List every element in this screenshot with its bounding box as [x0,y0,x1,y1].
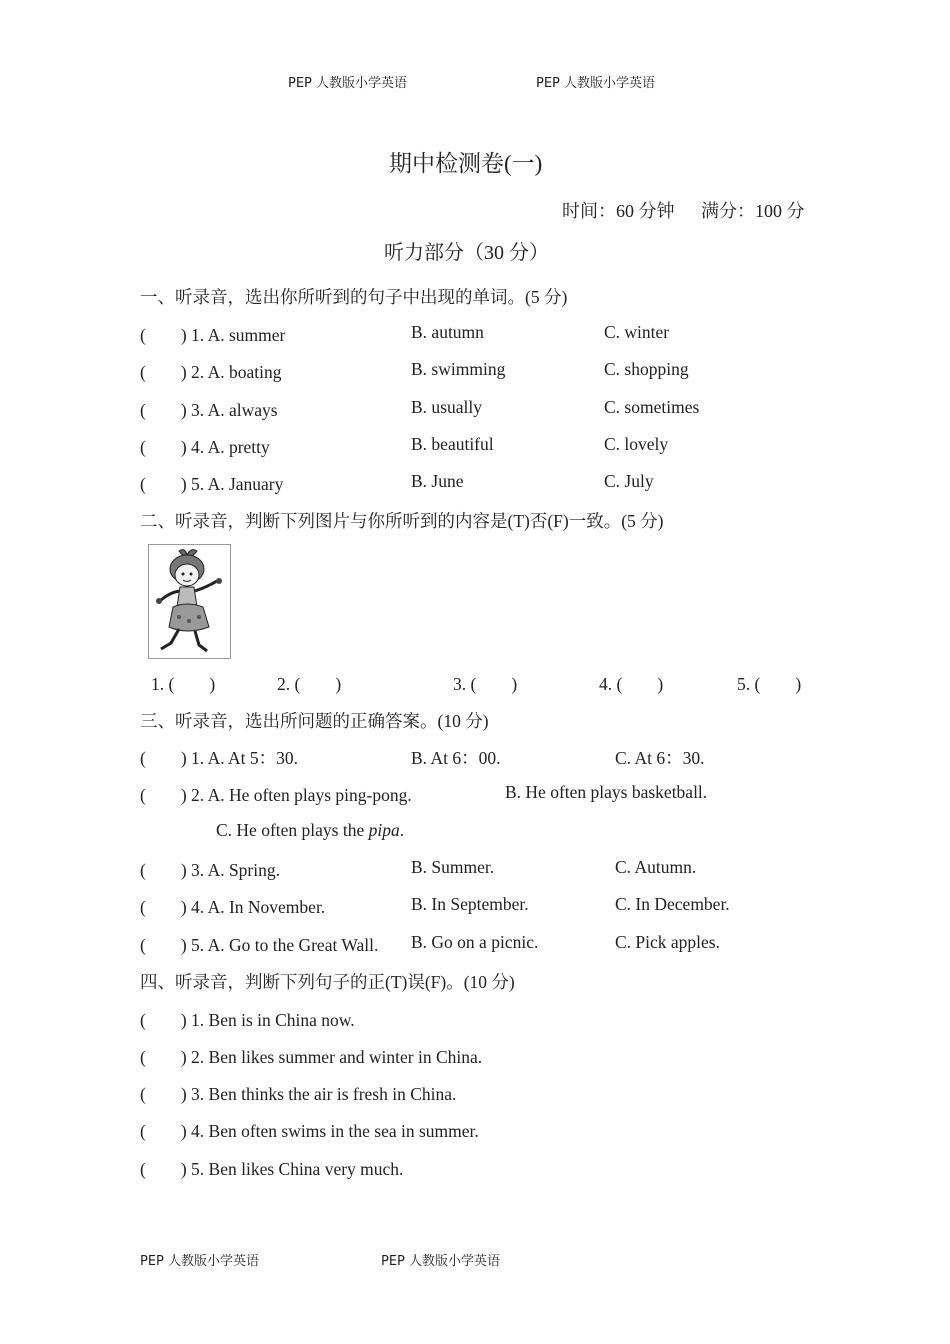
time-info: 时间：60 分钟 [562,201,675,221]
p1-q4-c: C. lovely [604,434,669,454]
p3-q1-c: C. At 6：30. [615,748,705,768]
part1-heading: 一、听录音，选出你所听到的句子中出现的单词。(5 分) [140,287,568,307]
p1-q1: ( ) 1. A. summer [140,325,286,345]
p3-q2-c-prefix: C. He often plays the [216,820,369,840]
section-title: 听力部分（30 分） [384,242,549,264]
p4-q5: ( ) 5. Ben likes China very much. [140,1159,404,1179]
p4-q1: ( ) 1. Ben is in China now. [140,1010,355,1030]
p3-q4: ( ) 4. A. In November. [140,897,326,917]
p3-q3-b: B. Summer. [411,857,495,877]
part3-heading: 三、听录音，选出所问题的正确答案。(10 分) [140,711,489,731]
p1-q5-c: C. July [604,471,654,491]
p3-q4-c: C. In December. [615,894,730,914]
p1-q5: ( ) 5. A. January [140,474,284,494]
p2-answer-2: 2. ( ) [277,674,342,694]
p1-q3-b: B. usually [411,397,482,417]
p1-q2: ( ) 2. A. boating [140,362,282,382]
p3-q4-b: B. In September. [411,894,529,914]
p2-answer-4: 4. ( ) [599,674,664,694]
dancing-girl-illustration [148,544,231,659]
header-right: PEP 人教版小学英语 [536,76,656,91]
p1-q1-b: B. autumn [411,322,484,342]
header-left: PEP 人教版小学英语 [288,76,408,91]
part4-heading: 四、听录音，判断下列句子的正(T)误(F)。(10 分) [140,972,515,992]
p3-q2: ( ) 2. A. He often plays ping-pong. [140,785,412,805]
dancing-girl-icon [149,545,230,658]
p2-answer-1: 1. ( ) [151,674,216,694]
p4-q4: ( ) 4. Ben often swims in the sea in summer. [140,1121,479,1141]
p4-q3: ( ) 3. Ben thinks the air is fresh in China. [140,1084,457,1104]
p1-q4: ( ) 4. A. pretty [140,437,270,457]
footer-right: PEP 人教版小学英语 [381,1254,501,1269]
footer-left: PEP 人教版小学英语 [140,1254,260,1269]
p3-q2-c-suffix: . [399,820,405,840]
p3-q1-b: B. At 6：00. [411,748,501,768]
p2-answer-5: 5. ( ) [737,674,802,694]
p3-q5-b: B. Go on a picnic. [411,932,539,952]
p3-q2-c-italic: pipa [368,820,400,840]
p1-q4-b: B. beautiful [411,434,494,454]
p1-q2-c: C. shopping [604,359,689,379]
part2-heading: 二、听录音，判断下列图片与你所听到的内容是(T)否(F)一致。(5 分) [140,511,664,531]
page-title: 期中检测卷(一) [389,151,543,176]
p3-q3: ( ) 3. A. Spring. [140,860,280,880]
p3-q2-c [216,820,404,841]
score-info: 满分：100 分 [701,201,805,221]
p3-q2-b: B. He often plays basketball. [505,782,708,802]
p3-q1: ( ) 1. A. At 5：30. [140,748,298,768]
p1-q1-c: C. winter [604,322,670,342]
p1-q3: ( ) 3. A. always [140,400,278,420]
p1-q3-c: C. sometimes [604,397,700,417]
p4-q2: ( ) 2. Ben likes summer and winter in China. [140,1047,483,1067]
p1-q5-b: B. June [411,471,464,491]
p2-answer-3: 3. ( ) [453,674,518,694]
p1-q2-b: B. swimming [411,359,506,379]
p3-q5-c: C. Pick apples. [615,932,720,952]
p3-q3-c: C. Autumn. [615,857,697,877]
p3-q5: ( ) 5. A. Go to the Great Wall. [140,935,379,955]
